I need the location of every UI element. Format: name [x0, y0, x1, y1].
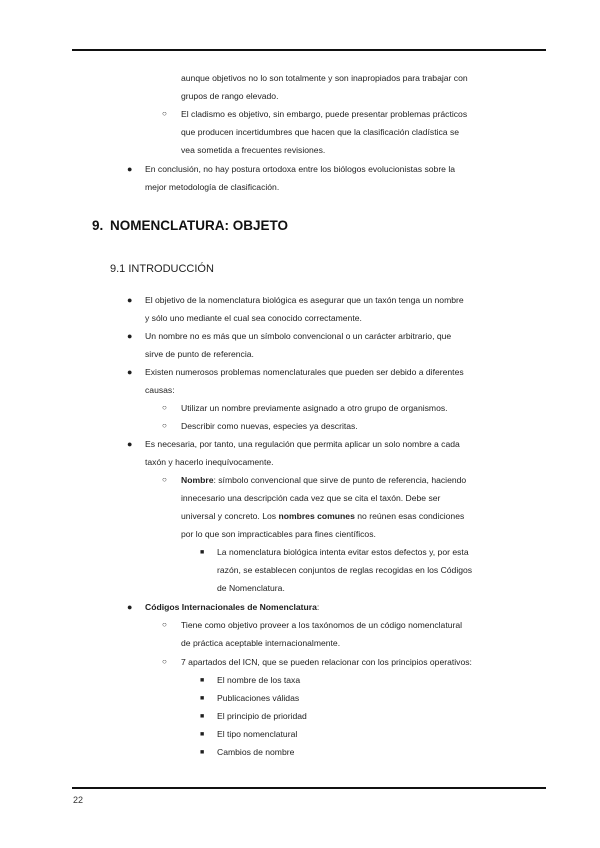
text-line: sirve de punto de referencia. [145, 349, 254, 359]
disc-bullet-icon: ● [127, 164, 133, 174]
text-line: aunque objetivos no lo son totalmente y son inapropiados para trabajar con [181, 73, 468, 83]
text-fragment: universal y concreto. Los [181, 511, 279, 521]
text-fragment: : [316, 602, 320, 612]
list-item: Cambios de nombre [217, 747, 295, 757]
text-line: En conclusión, no hay postura ortodoxa entre los biólogos evolucionistas sobre la [145, 164, 456, 174]
section-title: NOMENCLATURA: OBJETO [110, 218, 288, 233]
text-line: Describir como nuevas, especies ya descritas. [181, 421, 358, 431]
text-line: Existen numerosos problemas nomenclaturales que pueden ser debido a diferentes [145, 367, 464, 377]
subsection-title: 9.1 INTRODUCCIÓN [110, 263, 214, 275]
text-line: grupos de rango elevado. [181, 91, 279, 101]
bold-term: nombres comunes [278, 511, 355, 521]
text-line: taxón y hacerlo inequívocamente. [145, 457, 274, 467]
square-bullet-icon: ■ [200, 677, 205, 684]
text-line: y sólo uno mediante el cual sea conocido correctamente. [145, 313, 362, 323]
text-line: causas: [145, 385, 175, 395]
section-number: 9. [92, 218, 104, 233]
text-line: El objetivo de la nomenclatura biológica es asegurar que un taxón tenga un nombre [145, 295, 464, 305]
text-line: razón, se establecen conjuntos de reglas recogidas en los Códigos [217, 565, 473, 575]
text-fragment: no reúnen esas condiciones [354, 511, 465, 521]
circle-bullet-icon: ○ [162, 475, 167, 484]
text-line: que producen incertidumbres que hacen que la clasificación cladística se [181, 127, 460, 137]
text-line: Tiene como objetivo proveer a los taxónomos de un código nomenclatural [181, 620, 463, 630]
square-bullet-icon: ■ [200, 731, 205, 738]
text-line [181, 474, 466, 486]
text-line: 7 apartados del ICN, que se pueden relacionar con los principios operativos: [181, 657, 472, 667]
disc-bullet-icon: ● [127, 439, 133, 449]
header-rule [72, 49, 546, 51]
disc-bullet-icon: ● [127, 367, 133, 377]
text-line [181, 510, 464, 522]
text-line: de Nomenclatura. [217, 583, 285, 593]
list-item: Publicaciones válidas [217, 693, 300, 703]
square-bullet-icon: ■ [200, 695, 205, 702]
circle-bullet-icon: ○ [162, 657, 167, 666]
circle-bullet-icon: ○ [162, 421, 167, 430]
circle-bullet-icon: ○ [162, 620, 167, 629]
disc-bullet-icon: ● [127, 295, 133, 305]
text-line: de práctica aceptable internacionalmente. [181, 638, 341, 648]
text-line: innecesario una descripción cada vez que se cita el taxón. Debe ser [181, 493, 441, 503]
circle-bullet-icon: ○ [162, 109, 167, 118]
list-item: El nombre de los taxa [217, 675, 301, 685]
page-number: 22 [73, 795, 84, 805]
text-line: por lo que son impracticables para fines científicos. [181, 529, 376, 539]
square-bullet-icon: ■ [200, 713, 205, 720]
text-line [145, 601, 319, 613]
square-bullet-icon: ■ [200, 549, 205, 556]
text-line: Un nombre no es más que un símbolo convencional o un carácter arbitrario, que [145, 331, 452, 341]
text-line: vea sometida a frecuentes revisiones. [181, 145, 326, 155]
text-line: Utilizar un nombre previamente asignado a otro grupo de organismos. [181, 403, 448, 413]
bold-term: Códigos Internacionales de Nomenclatura [145, 602, 317, 612]
text-line: Es necesaria, por tanto, una regulación que permita aplicar un solo nombre a cada [145, 439, 460, 449]
text-line: La nomenclatura biológica intenta evitar estos defectos y, por esta [217, 547, 469, 557]
list-item: El tipo nomenclatural [217, 729, 298, 739]
list-item: El principio de prioridad [217, 711, 307, 721]
bold-term: Nombre [181, 475, 214, 485]
text-fragment: : símbolo convencional que sirve de punto de referencia, haciendo [213, 475, 467, 485]
text-line: mejor metodología de clasificación. [145, 182, 280, 192]
footer-rule [72, 787, 546, 789]
square-bullet-icon: ■ [200, 749, 205, 756]
disc-bullet-icon: ● [127, 331, 133, 341]
text-line: El cladismo es objetivo, sin embargo, puede presentar problemas prácticos [181, 109, 468, 119]
circle-bullet-icon: ○ [162, 403, 167, 412]
disc-bullet-icon: ● [127, 602, 133, 612]
